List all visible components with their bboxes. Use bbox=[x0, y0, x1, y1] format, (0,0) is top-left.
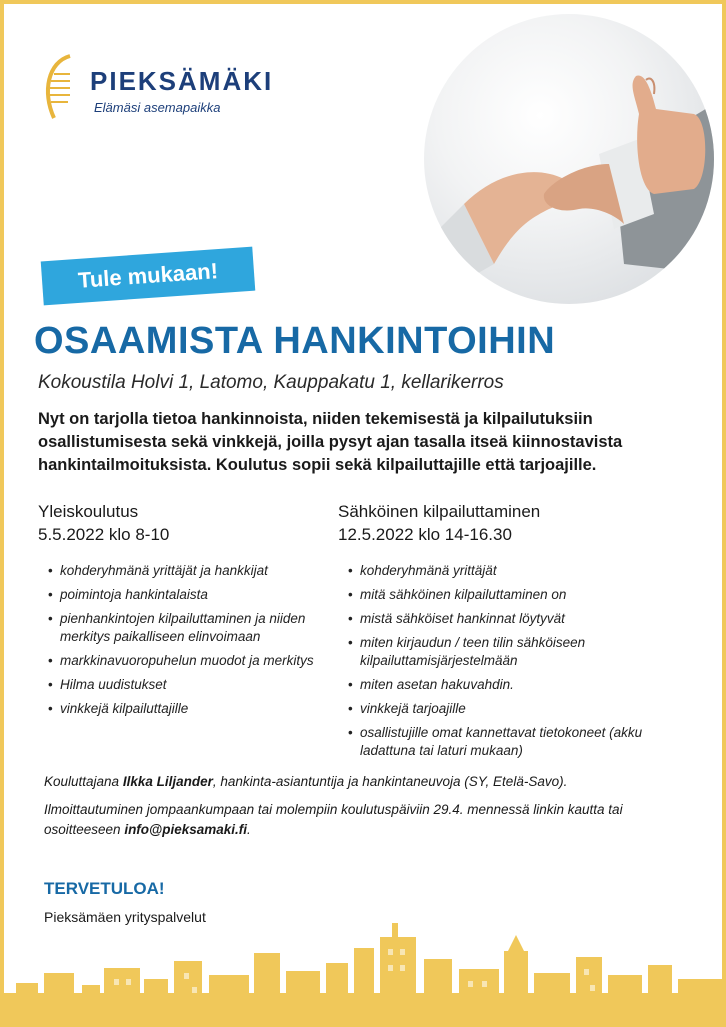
list-item: • miten asetan hakuvahdin. bbox=[348, 677, 514, 692]
event-venue: Kokoustila Holvi 1, Latomo, Kauppakatu 1, kellarikerros bbox=[38, 372, 504, 393]
general-training-list bbox=[38, 562, 338, 718]
list-item: • markkinavuoropuhelun muodot ja merkitys bbox=[48, 653, 314, 668]
general-training-date: 5.5.2022 klo 8-10 bbox=[38, 525, 170, 544]
bullet-icon: • bbox=[48, 611, 53, 626]
bullet-icon: • bbox=[348, 635, 353, 650]
general-training-column bbox=[38, 500, 338, 724]
trainer-name: Ilkka Liljander bbox=[122, 774, 213, 789]
bullet-icon: • bbox=[48, 677, 53, 692]
logo-mark-icon bbox=[40, 52, 80, 122]
event-intro: Nyt on tarjolla tietoa hankinnoista, niiden tekemisestä ja kilpailutuksiin osallistumisesta sekä vinkkejä, joilla pysyt ajan tasalla itseä kiinnostavista hankintailmoituksista. Koulutus sopii sekä kilpailuttajille että tarjoajille. bbox=[38, 410, 623, 474]
list-item: • kohderyhmänä yrittäjät bbox=[348, 563, 497, 578]
bullet-icon: • bbox=[348, 701, 353, 716]
electronic-tendering-date: 12.5.2022 klo 14-16.30 bbox=[338, 525, 512, 544]
bullet-icon: • bbox=[348, 725, 353, 740]
general-training-heading: Yleiskoulutus bbox=[38, 502, 139, 521]
registration-email-link[interactable]: info@pieksamaki.fi bbox=[124, 822, 248, 837]
list-item: • kohderyhmänä yrittäjät ja hankkijat bbox=[48, 563, 268, 578]
welcome-text: TERVETULOA! bbox=[44, 879, 165, 898]
list-item: • pienhankintojen kilpailuttaminen ja niiden merkitys paikalliseen elinvoimaan bbox=[48, 611, 306, 644]
logo bbox=[40, 48, 274, 128]
logo-slogan: Elämäsi asemapaikka bbox=[94, 100, 221, 115]
join-badge bbox=[41, 247, 256, 306]
bullet-icon: • bbox=[348, 611, 353, 626]
city-skyline-icon bbox=[4, 913, 722, 1023]
list-item: • vinkkejä kilpailuttajille bbox=[48, 701, 189, 716]
list-item: • vinkkejä tarjoajille bbox=[348, 701, 466, 716]
bullet-icon: • bbox=[348, 563, 353, 578]
bullet-icon: • bbox=[348, 587, 353, 602]
list-item: • miten kirjaudun / teen tilin sähköiseen kilpailuttamisjärjestelmään bbox=[348, 635, 586, 668]
join-badge-text: Tule mukaan! bbox=[77, 258, 219, 293]
list-item: • Hilma uudistukset bbox=[48, 677, 167, 692]
bullet-icon: • bbox=[48, 587, 53, 602]
list-item: • mitä sähköinen kilpailuttaminen on bbox=[348, 587, 567, 602]
list-item: • mistä sähköiset hankinnat löytyvät bbox=[348, 611, 565, 626]
electronic-tendering-column bbox=[338, 500, 698, 766]
flyer-page bbox=[4, 4, 722, 1023]
bullet-icon: • bbox=[348, 677, 353, 692]
trainer-info: Kouluttajana Ilkka Liljander, hankinta-asiantuntija ja hankintaneuvoja (SY, Etelä-Savo). bbox=[44, 774, 568, 789]
bullet-icon: • bbox=[48, 701, 53, 716]
organizer-name: Pieksämäen yrityspalvelut bbox=[44, 909, 206, 925]
electronic-tendering-list bbox=[338, 562, 698, 760]
registration-info: Ilmoittautuminen jompaankumpaan tai molempiin koulutuspäiviin 29.4. mennessä linkin kautta tai osoitteeseen info@pieksamaki.fi. bbox=[44, 802, 623, 837]
handshake-photo bbox=[424, 14, 714, 304]
handshake-image-icon bbox=[424, 14, 714, 304]
bullet-icon: • bbox=[48, 653, 53, 668]
bullet-icon: • bbox=[48, 563, 53, 578]
event-title: OSAAMISTA HANKINTOIHIN bbox=[34, 320, 556, 362]
electronic-tendering-heading: Sähköinen kilpailuttaminen bbox=[338, 502, 541, 521]
list-item: • osallistujille omat kannettavat tietokoneet (akku ladattuna tai laturi mukaan) bbox=[348, 725, 643, 758]
logo-name: PIEKSÄMÄKI bbox=[90, 66, 274, 96]
list-item: • poimintoja hankintalaista bbox=[48, 587, 208, 602]
